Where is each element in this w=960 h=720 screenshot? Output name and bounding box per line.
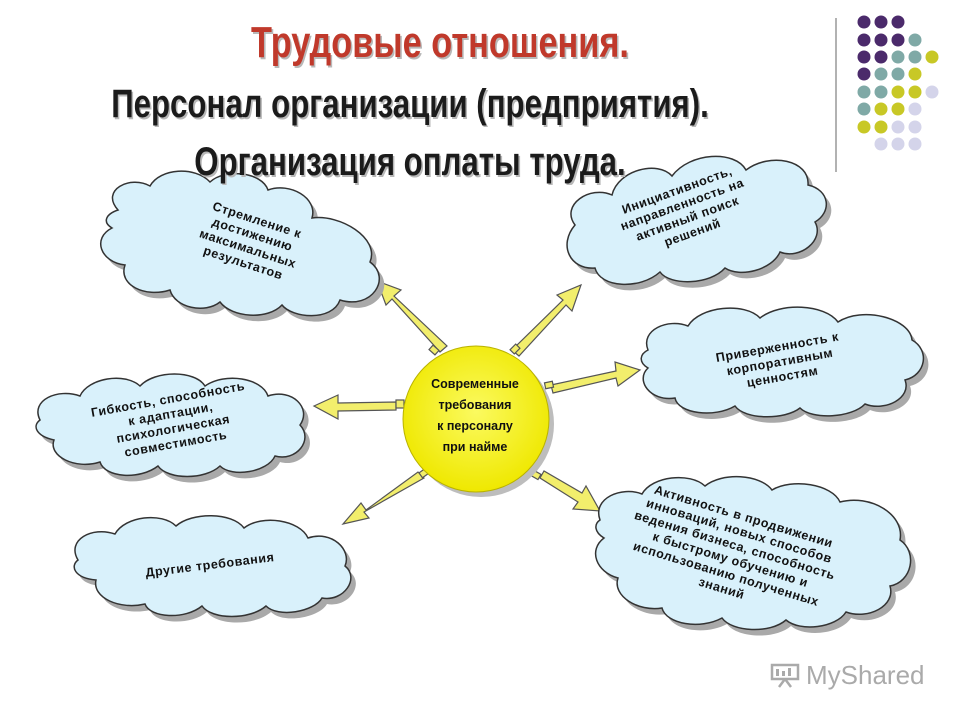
arrow-to-initiative xyxy=(510,285,581,356)
presentation-icon xyxy=(770,662,800,688)
cloud-striving-label: Стремление к достижению максимальных результатов xyxy=(197,199,304,283)
arrow-to-striving xyxy=(377,281,447,355)
arrow-to-other xyxy=(343,468,429,524)
decorative-dot-grid xyxy=(836,16,939,173)
watermark-text: MyShared xyxy=(806,659,925,690)
arrow-to-commitment xyxy=(544,362,640,393)
watermark-logo xyxy=(770,655,925,695)
slide-title-line-1: Трудовые отношения. xyxy=(251,18,629,67)
cloud-other-label: Другие требования xyxy=(144,550,276,580)
arrow-to-activity xyxy=(531,470,600,511)
center-node-label: Современные требования к персоналу при найме xyxy=(431,377,519,454)
cloud-flexibility-label: Гибкость, способность к адаптации, психологическая совместимость xyxy=(89,378,247,460)
slide-title-line-2: Персонал организации (предприятия). xyxy=(111,82,709,126)
cloud-activity-label: Активность в продвижении инноваций, новых способов ведения бизнеса, способность к быстрому обучению и использованию полученных знаний xyxy=(631,482,837,610)
slide-title-line-3: Организация оплаты труда. xyxy=(194,140,626,184)
cloud-commitment-label: Приверженность к корпоративным ценностям xyxy=(714,329,840,390)
arrow-to-flexibility xyxy=(314,395,404,419)
cloud-initiative-label: Инициативность, направленность на активный поиск решений xyxy=(618,163,746,250)
